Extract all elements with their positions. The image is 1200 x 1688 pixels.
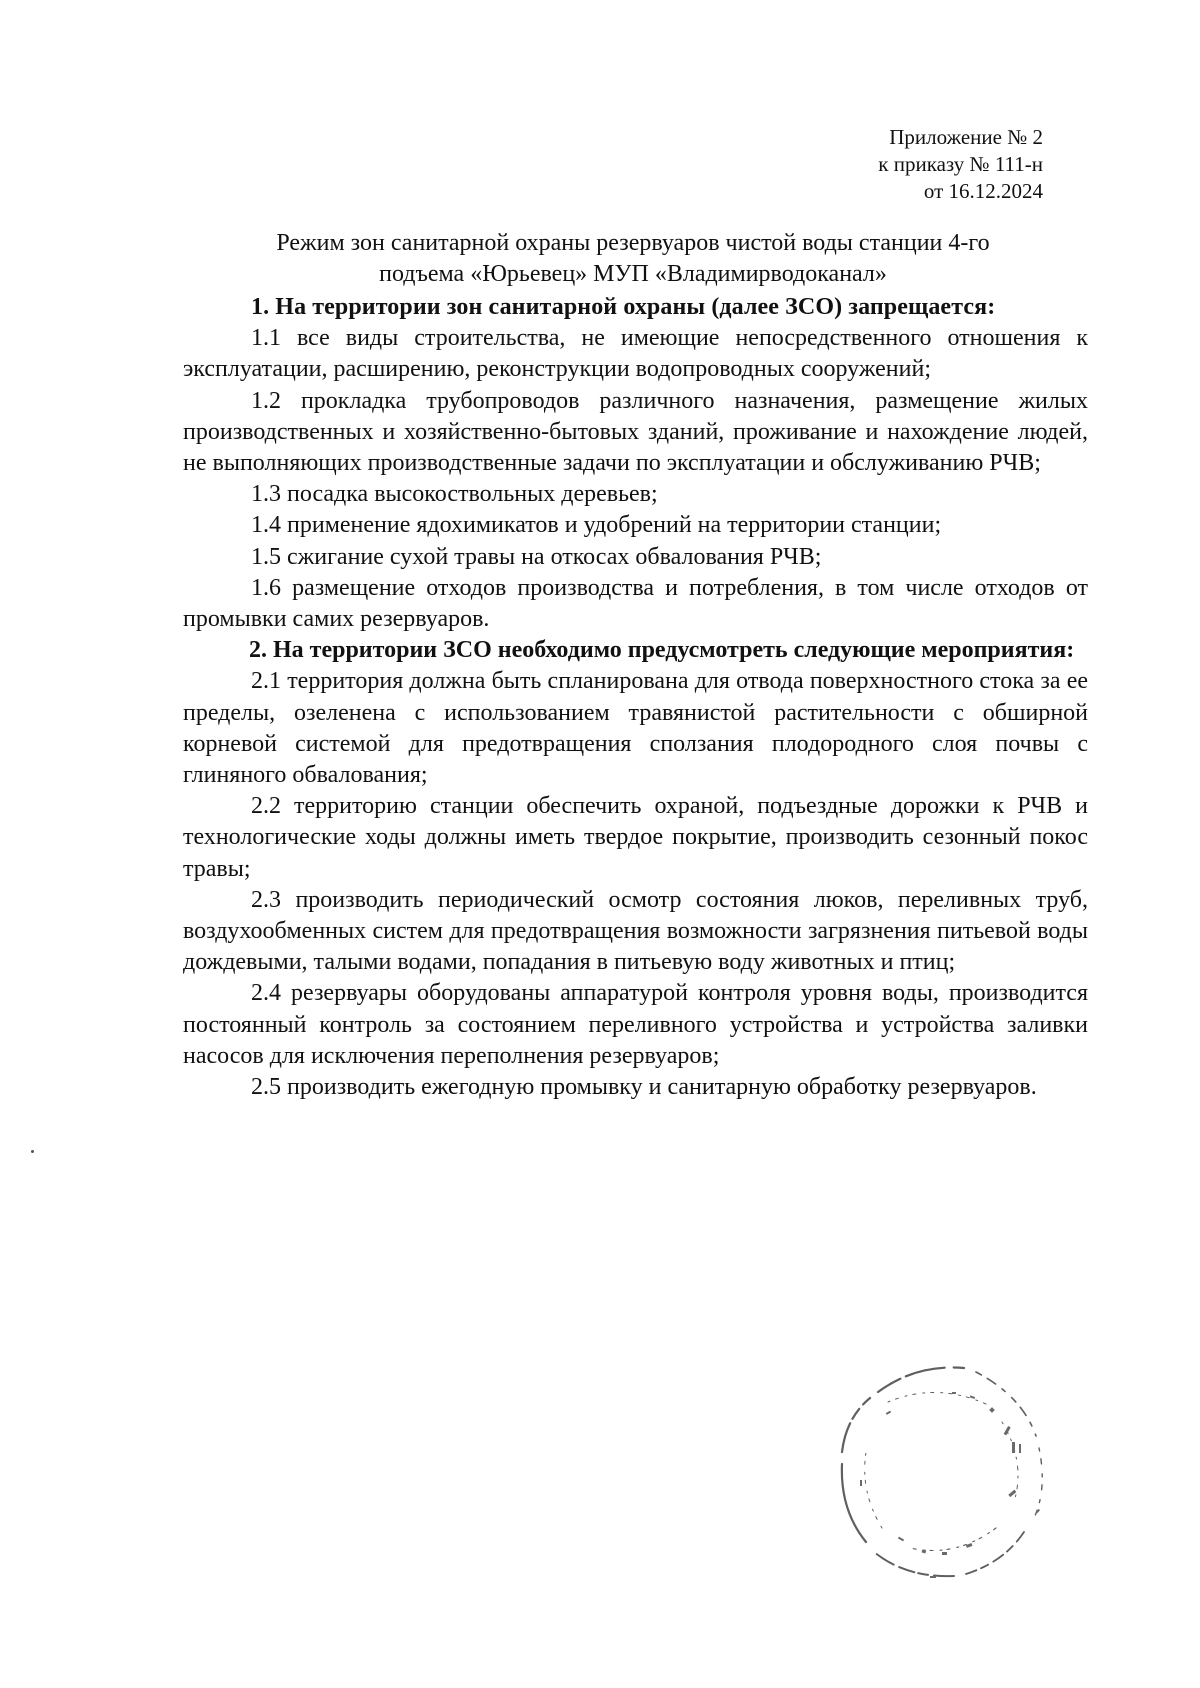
document-title bbox=[183, 228, 1083, 290]
section-2-item: 2.4 резервуары оборудованы аппаратурой контроля уровня воды, производится постоянный контроль за состоянием переливного устройства и устройства заливки насосов для исключения переполнения резервуаров; bbox=[183, 980, 1088, 1069]
order-date: от 16.12.2024 bbox=[923, 179, 1043, 203]
section-1-item: 1.1 все виды строительства, не имеющие непосредственного отношения к эксплуатации, расширению, реконструкции водопроводных сооружений; bbox=[183, 325, 1088, 383]
appendix-reference bbox=[878, 124, 1043, 205]
section-1-item: 1.4 применение ядохимикатов и удобрений на территории станции; bbox=[251, 512, 942, 539]
section-2-heading: 2. На территории ЗСО необходимо предусмотреть следующие мероприятия: bbox=[249, 637, 1075, 664]
document-body bbox=[183, 292, 1088, 1103]
section-1-item: 1.6 размещение отходов производства и потребления, в том числе отходов от промывки самих резервуаров. bbox=[183, 574, 1088, 633]
title-line-2: подъема «Юрьевец» МУП «Владимирводоканал» bbox=[379, 261, 887, 287]
section-1-heading: 1. На территории зон санитарной охраны (далее ЗСО) запрещается: bbox=[251, 294, 996, 320]
title-line-1: Режим зон санитарной охраны резервуаров чистой воды станции 4-го bbox=[276, 230, 990, 256]
section-2-item: 2.5 производить ежегодную промывку и санитарную обработку резервуаров. bbox=[251, 1074, 1037, 1101]
margin-dot bbox=[31, 1150, 34, 1153]
section-2-item: 2.1 территория должна быть спланирована для отвода поверхностного стока за ее пределы, озеленена с использованием травянистой растительности с обширной корневой системой для предотвращения сползания плодородного слоя почвы с глиняного обвалования; bbox=[183, 668, 1088, 789]
section-2-item: 2.2 территорию станции обеспечить охраной, подъездные дорожки к РЧВ и технологические ходы должны иметь твердое покрытие, производить сезонный покос травы; bbox=[183, 793, 1088, 882]
section-1-item: 1.2 прокладка трубопроводов различного назначения, размещение жилых производственных и хозяйственно-бытовых зданий, проживание и нахождение людей, не выполняющих производственные задачи по эксплуатации и обслуживанию РЧВ; bbox=[183, 387, 1088, 477]
appendix-number: Приложение № 2 bbox=[889, 125, 1043, 149]
round-seal-icon bbox=[826, 1352, 1056, 1582]
section-1-item: 1.5 сжигание сухой травы на откосах обвалования РЧВ; bbox=[251, 543, 822, 570]
section-2-item: 2.3 производить периодический осмотр состояния люков, переливных труб, воздухообменных систем для предотвращения возможности загрязнения питьевой воды дождевыми, талыми водами, попадания в питьевую воду животных и птиц; bbox=[183, 886, 1088, 976]
order-number: к приказу № 111-н bbox=[878, 152, 1043, 176]
section-1-item: 1.3 посадка высокоствольных деревьев; bbox=[251, 481, 658, 508]
